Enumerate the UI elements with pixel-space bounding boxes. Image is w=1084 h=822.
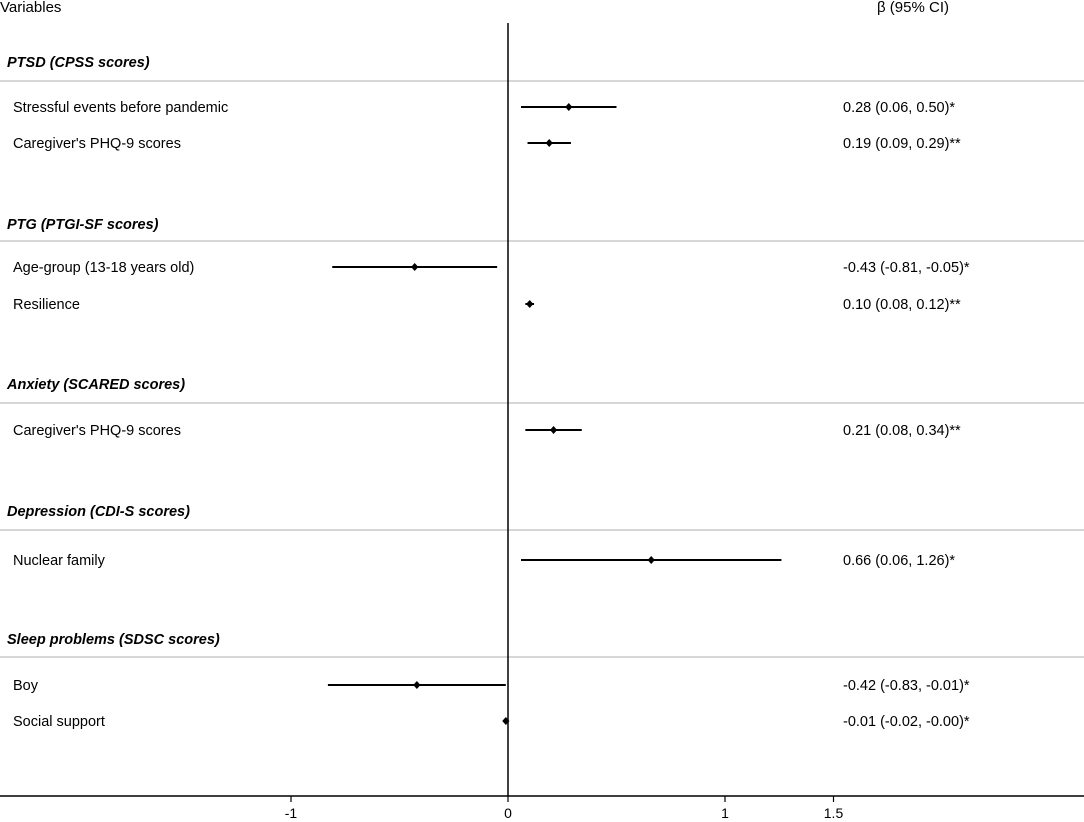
group-label: PTG (PTGI-SF scores) — [7, 217, 159, 233]
point-estimate — [648, 556, 655, 564]
estimate-label: -0.43 (-0.81, -0.05)* — [843, 260, 970, 276]
estimate-label: -0.42 (-0.83, -0.01)* — [843, 678, 970, 694]
point-estimate — [565, 103, 572, 111]
variable-label: Social support — [13, 714, 105, 730]
point-estimate — [413, 681, 420, 689]
variable-label: Boy — [13, 678, 38, 694]
estimate-label: 0.21 (0.08, 0.34)** — [843, 423, 961, 439]
estimate-label: -0.01 (-0.02, -0.00)* — [843, 714, 970, 730]
group-label: Depression (CDI-S scores) — [7, 504, 190, 520]
variable-label: Caregiver's PHQ-9 scores — [13, 423, 181, 439]
x-tick-label: 0 — [504, 805, 512, 821]
variable-label: Age-group (13-18 years old) — [13, 260, 195, 276]
variable-label: Nuclear family — [13, 553, 105, 569]
variable-label: Caregiver's PHQ-9 scores — [13, 136, 181, 152]
variable-label: Resilience — [13, 297, 80, 313]
variables-header: Variables — [0, 0, 62, 16]
estimate-label: 0.10 (0.08, 0.12)** — [843, 297, 961, 313]
group-label: Anxiety (SCARED scores) — [7, 377, 186, 393]
point-estimate — [546, 139, 553, 147]
x-tick-label: 1.5 — [823, 805, 844, 821]
estimate-header: β (95% CI) — [877, 0, 949, 16]
point-estimate — [411, 263, 418, 271]
variable-label: Stressful events before pandemic — [13, 100, 229, 116]
estimate-label: 0.19 (0.09, 0.29)** — [843, 136, 961, 152]
x-tick-label: 1 — [721, 805, 729, 821]
point-estimate — [526, 300, 533, 308]
estimate-label: 0.28 (0.06, 0.50)* — [843, 100, 956, 116]
x-tick-label: -1 — [284, 805, 298, 821]
plot-area — [0, 23, 1084, 821]
group-label: Sleep problems (SDSC scores) — [7, 632, 220, 648]
estimate-label: 0.66 (0.06, 1.26)* — [843, 553, 956, 569]
point-estimate — [550, 426, 557, 434]
group-label: PTSD (CPSS scores) — [7, 55, 150, 71]
